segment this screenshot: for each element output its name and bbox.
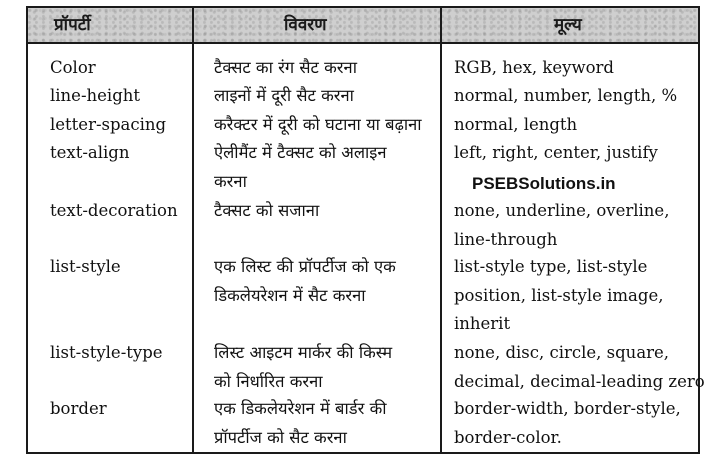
cell-values: [454, 111, 577, 140]
cell-property: text-decoration: [50, 201, 178, 220]
cell-description: [214, 339, 434, 396]
header-property: प्रॉपर्टी: [54, 15, 91, 35]
cell-description: [214, 139, 434, 196]
cell-values: [454, 82, 677, 111]
header-value: मूल्य: [554, 15, 582, 35]
description-line: प्रॉपर्टीज को सैट करना: [214, 427, 347, 447]
description-line: डिकलेयरेशन में सैट करना: [214, 285, 366, 305]
header-description: विवरण: [284, 15, 327, 35]
value-line: position, list-style image,: [454, 285, 664, 305]
value-line: normal, number, length, %: [454, 86, 678, 105]
description-line: लिस्ट आइटम मार्कर की किस्म: [214, 343, 393, 362]
description-line: ऐलीमैंट में टैक्सट को अलाइन: [214, 143, 387, 162]
value-line: RGB, hex, keyword: [454, 58, 614, 77]
value-line: border-width, border-style,: [454, 399, 681, 418]
cell-property: border: [50, 399, 107, 418]
cell-values: [454, 139, 658, 168]
cell-values: [454, 253, 663, 339]
description-line: करैक्टर में दूरी को घटाना या बढ़ाना: [214, 115, 422, 134]
cell-property: Color: [50, 58, 96, 77]
value-line: none, underline, overline,: [454, 201, 670, 220]
cell-property: list-style-type: [50, 343, 163, 362]
description-line: करना: [214, 171, 247, 191]
value-line: left, right, center, justify: [454, 143, 658, 162]
value-line: inherit: [454, 314, 511, 333]
cell-property: list-style: [50, 257, 121, 276]
description-line: एक लिस्ट की प्रॉपर्टीज को एक: [214, 257, 396, 276]
column-divider: [192, 8, 194, 452]
cell-property: line-height: [50, 86, 141, 105]
value-line: line-through: [454, 229, 558, 249]
cell-description: [214, 111, 434, 140]
value-line: none, disc, circle, square,: [454, 343, 670, 362]
cell-values: [454, 197, 669, 254]
cell-description: [214, 54, 434, 83]
cell-property: letter-spacing: [50, 115, 167, 134]
cell-description: [214, 197, 434, 226]
description-line: लाइनों में दूरी सैट करना: [214, 86, 354, 105]
watermark-text: PSEBSolutions.in: [472, 174, 616, 193]
description-line: टैक्सट को सजाना: [214, 201, 320, 220]
cell-property: text-align: [50, 143, 130, 162]
value-line: decimal, decimal-leading zero: [454, 371, 705, 391]
value-line: border-color.: [454, 427, 562, 447]
cell-values: [454, 339, 705, 396]
cell-values: [454, 54, 614, 83]
value-line: normal, length: [454, 115, 578, 134]
description-line: को निर्धारित करना: [214, 371, 323, 391]
cell-description: [214, 253, 434, 310]
description-line: एक डिकलेयरेशन में बार्डर की: [214, 399, 387, 418]
value-line: list-style type, list-style: [454, 257, 648, 276]
column-divider: [440, 8, 442, 452]
cell-description: [214, 395, 434, 452]
description-line: टैक्सट का रंग सैट करना: [214, 58, 357, 77]
cell-description: [214, 82, 434, 111]
cell-values: [454, 395, 681, 452]
table-header: [28, 8, 698, 44]
properties-table: [26, 6, 705, 454]
